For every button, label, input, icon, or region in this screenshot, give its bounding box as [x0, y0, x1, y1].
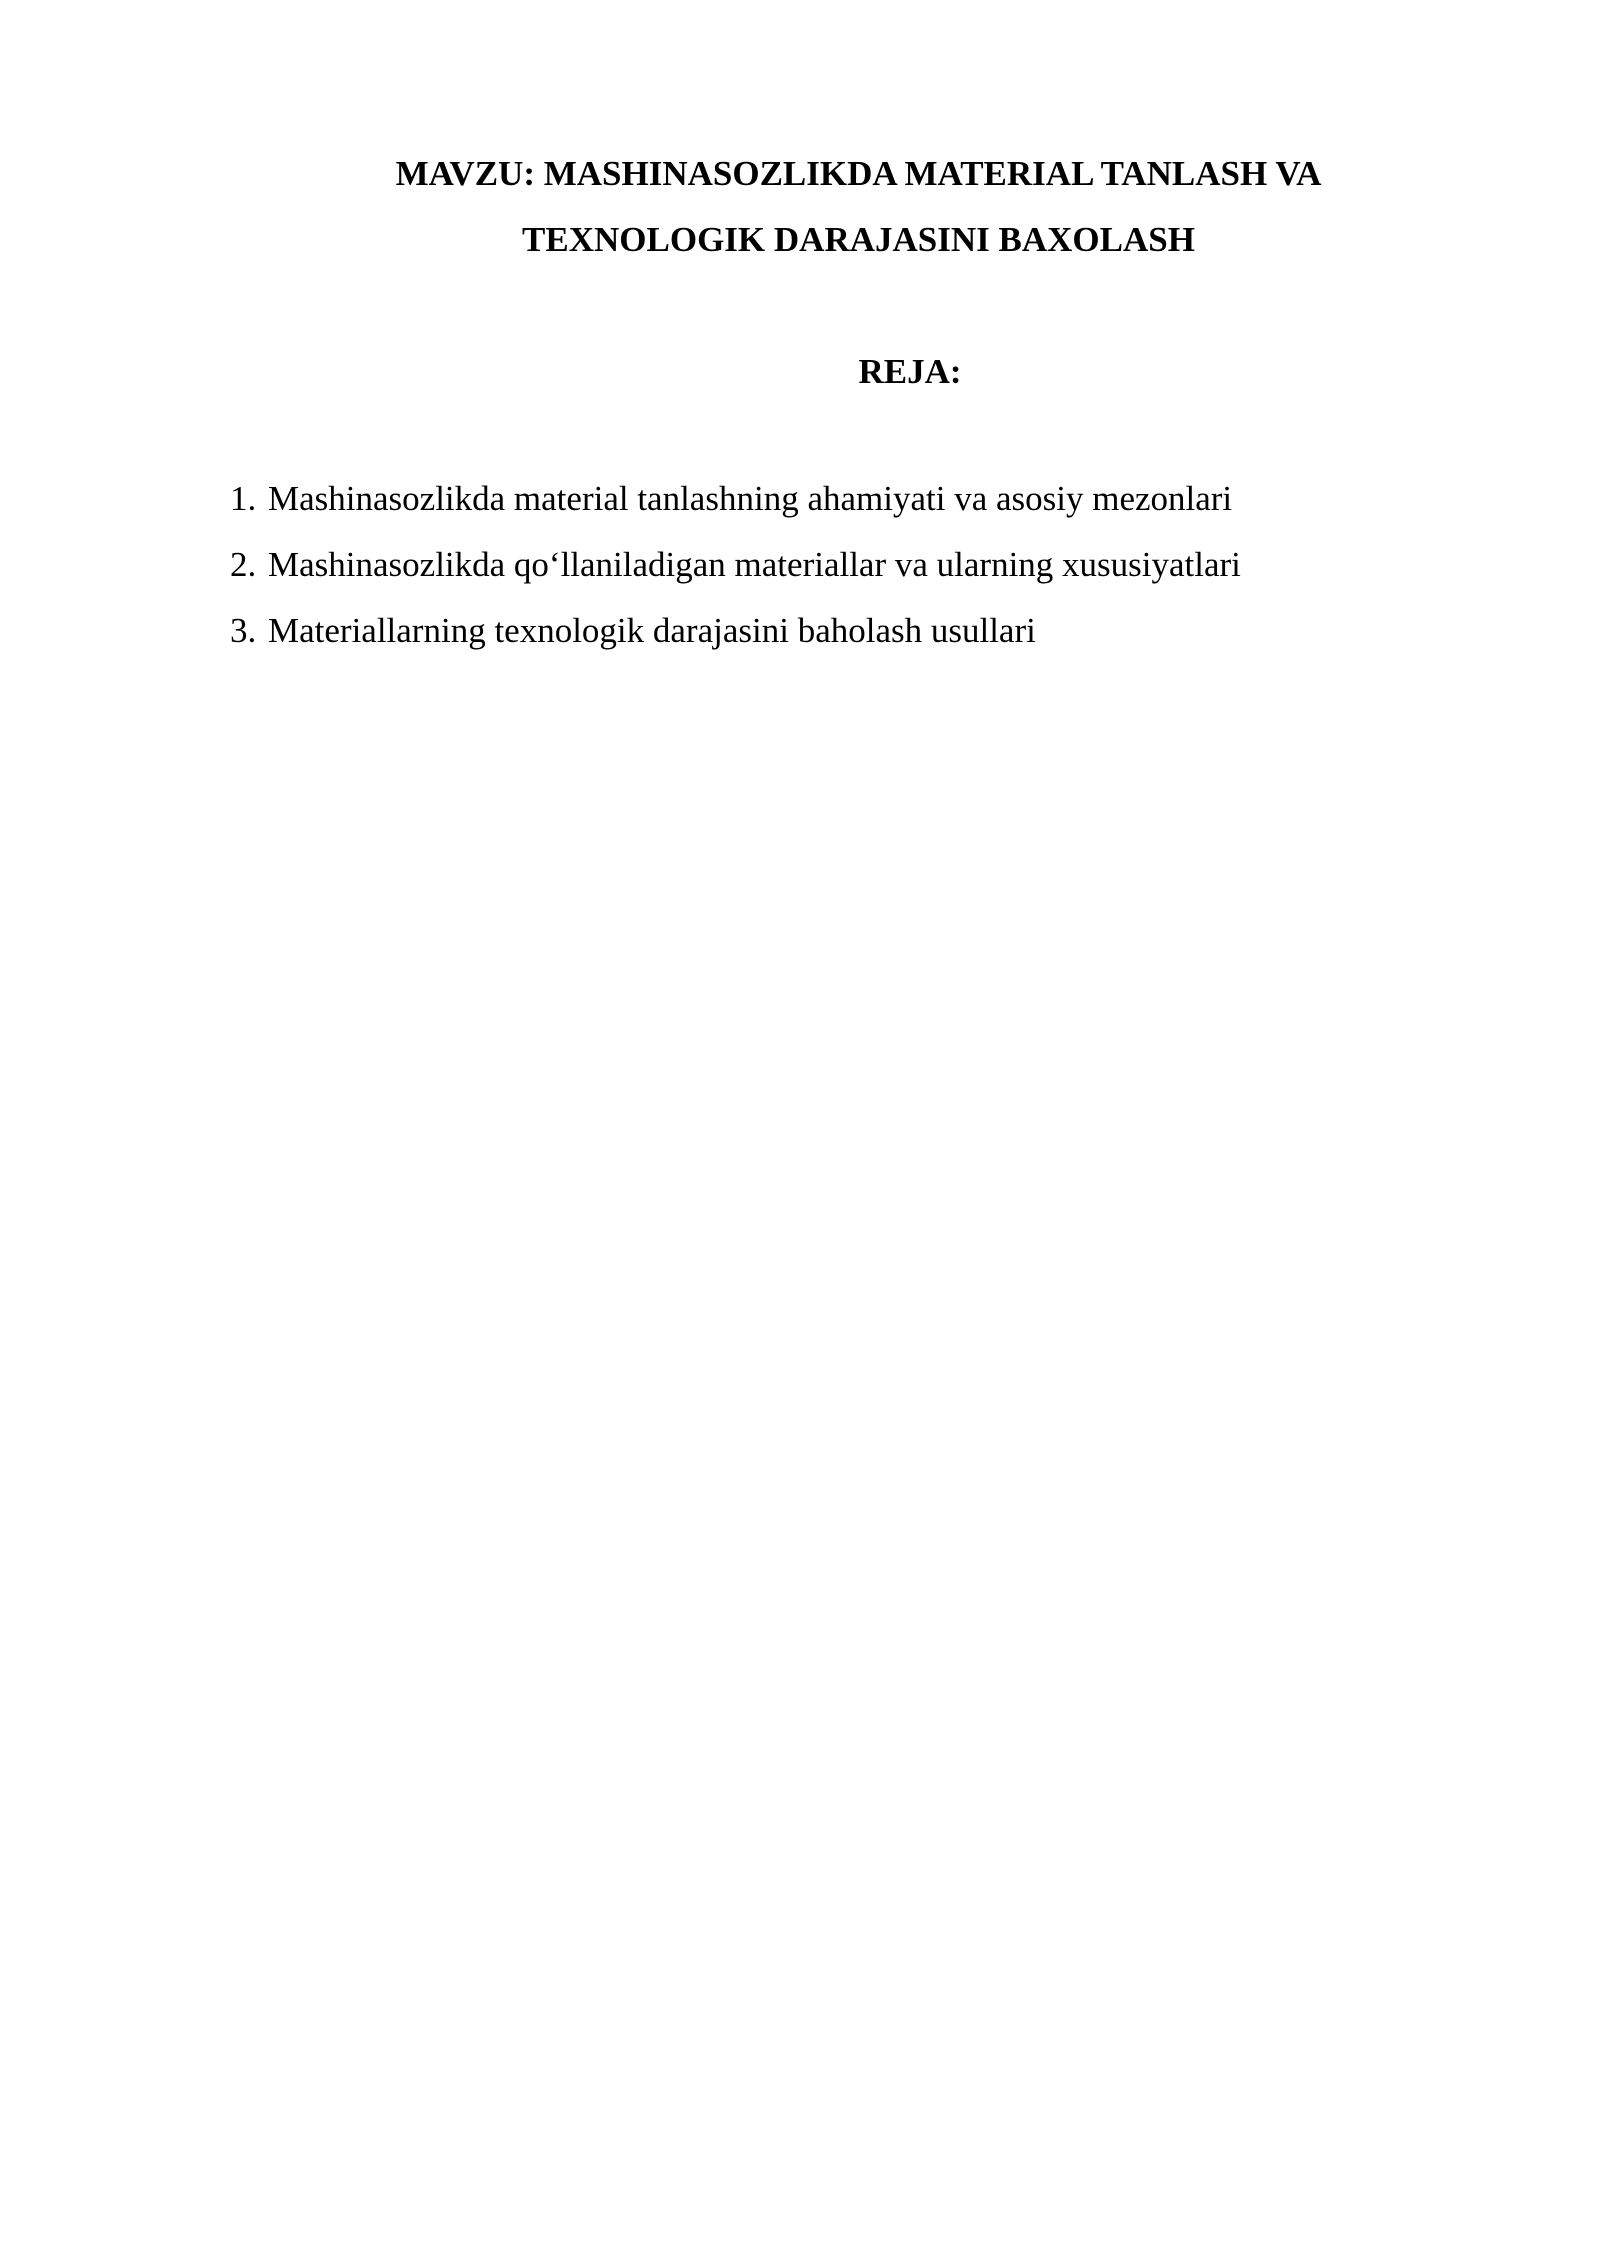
document-title-line-2: TEXNOLOGIK DARAJASINI BAXOLASH [522, 220, 1195, 259]
plan-item [230, 477, 1241, 543]
plan-item-text: Mashinasozlikda qo‘llaniladigan materiallar va ularning xususiyatlari [268, 545, 1241, 584]
plan-heading: REJA: [858, 352, 962, 391]
plan-item [230, 543, 1241, 609]
plan-item-text: Mashinasozlikda material tanlashning ahamiyati va asosiy mezonlari [268, 479, 1233, 518]
plan-item-number: 2. [230, 545, 257, 584]
plan-item-number: 3. [230, 611, 257, 650]
plan-item-number: 1. [230, 479, 257, 518]
plan-item [230, 609, 1241, 675]
plan-item-text: Materiallarning texnologik darajasini baholash usullari [268, 611, 1036, 650]
document-title-line-1: MAVZU: MASHINASOZLIKDA MATERIAL TANLASH VA [395, 154, 1322, 193]
plan-list [230, 477, 1241, 675]
